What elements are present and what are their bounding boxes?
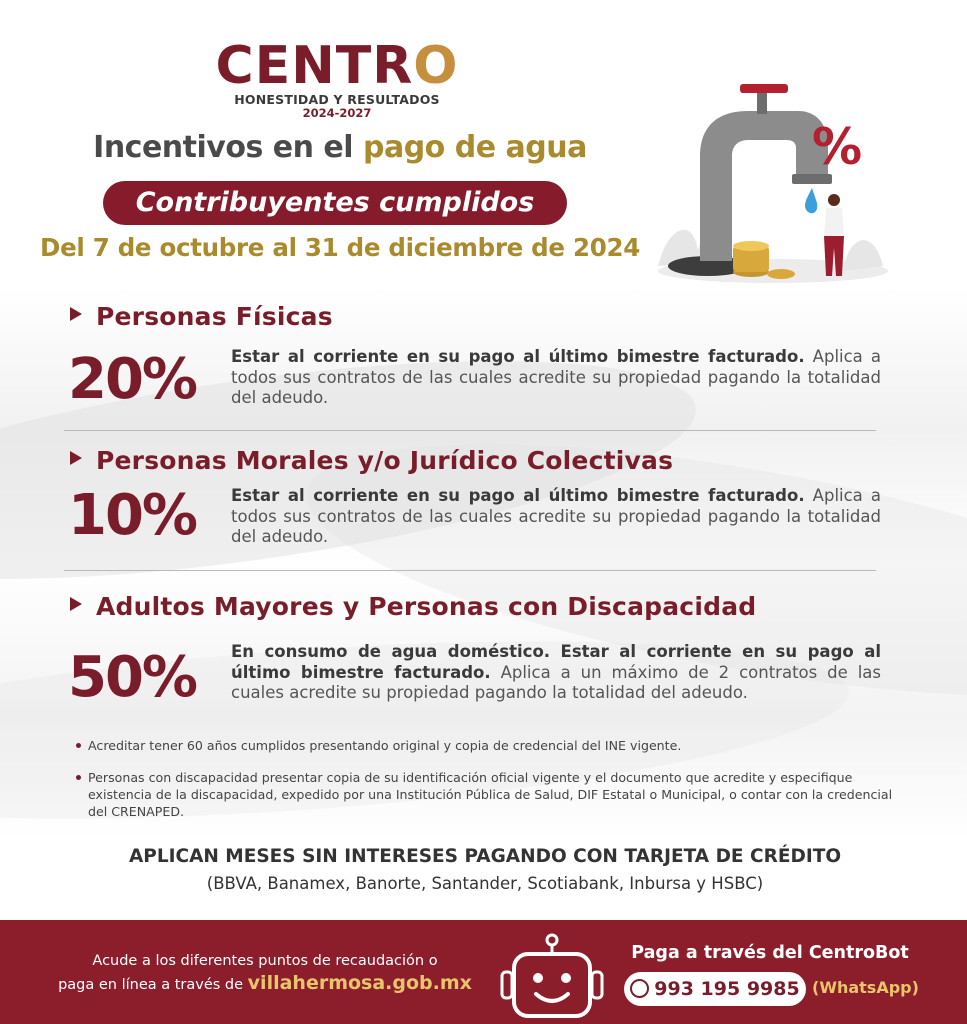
centrobot-title: Paga a través del CentroBot bbox=[631, 943, 909, 963]
note-item bbox=[76, 769, 896, 820]
section-description bbox=[231, 642, 881, 704]
robot-icon bbox=[498, 932, 606, 1024]
section-description bbox=[231, 486, 881, 548]
discount-percent: 50% bbox=[68, 645, 197, 710]
footer-line-2 bbox=[40, 972, 490, 996]
description-bold: Estar al corriente en su pago al último bimestre facturado. bbox=[231, 347, 805, 366]
footer-info bbox=[40, 950, 490, 996]
phone-text: 993 195 9985 bbox=[654, 978, 800, 1000]
section-description bbox=[231, 347, 881, 409]
percent-symbol: % bbox=[812, 118, 863, 176]
msi-title: APLICAN MESES SIN INTERESES PAGANDO CON TARJETA DE CRÉDITO bbox=[128, 846, 842, 867]
subtitle-pill: Contribuyentes cumplidos bbox=[103, 181, 567, 225]
footer-line-2-prefix: paga en línea a través de bbox=[58, 977, 248, 993]
faucet-percent-coins-icon bbox=[648, 76, 898, 286]
date-range: Del 7 de octubre al 31 de diciembre de 2024 bbox=[40, 233, 640, 262]
description-bold: En consumo de agua doméstico. Estar al corriente en su pago al último bimestre facturado. bbox=[231, 642, 881, 682]
triangle-bullet-icon bbox=[70, 597, 82, 611]
title-part-2: pago de agua bbox=[362, 130, 587, 165]
bank-list: (BBVA, Banamex, Banorte, Santander, Scotiabank, Inbursa y HSBC) bbox=[206, 874, 764, 893]
page-title bbox=[60, 130, 620, 165]
section-title-adultos-mayores bbox=[70, 592, 756, 621]
centro-logo bbox=[212, 36, 462, 124]
section-title-personas-fisicas bbox=[70, 302, 333, 331]
logo-wordmark: CENTRO bbox=[215, 36, 459, 96]
triangle-bullet-icon bbox=[70, 307, 82, 321]
note-text: Acreditar tener 60 años cumplidos presentando original y copia de credencial del INE vigente. bbox=[88, 738, 682, 753]
discount-percent: 20% bbox=[68, 347, 197, 412]
divider bbox=[64, 570, 876, 571]
title-part-1: Incentivos en el bbox=[93, 130, 363, 165]
note-text: Personas con discapacidad presentar copia de su identificación oficial vigente y el documento que acredite y especifique existencia de la discapacidad, expedido por una Institución Pública de Salud, DIF Estatal o Municipal, o contar con la credencial del CRENAPED. bbox=[88, 770, 893, 819]
website-link[interactable]: villahermosa.gob.mx bbox=[247, 972, 472, 994]
description-rest: Aplica a todos sus contratos de las cuales acredite su propiedad pagando la totalidad del adeudo. bbox=[231, 347, 882, 407]
section-title-text: Personas Morales y/o Jurídico Colectivas bbox=[96, 446, 674, 475]
section-title-text: Adultos Mayores y Personas con Discapacidad bbox=[96, 592, 757, 621]
logo-years: 2024-2027 bbox=[302, 106, 372, 120]
description-rest: Aplica a un máximo de 2 contratos de las cuales acredite su propiedad pagando la totalidad del adeudo. bbox=[231, 662, 882, 702]
footer-line-1: Acude a los diferentes puntos de recaudación o bbox=[92, 953, 438, 969]
bullet-dot-icon bbox=[76, 775, 81, 780]
phone-number[interactable] bbox=[624, 972, 806, 1006]
description-rest: Aplica a todos sus contratos de las cuales acredite su propiedad pagando la totalidad del adeudo. bbox=[231, 486, 882, 546]
whatsapp-label: (WhatsApp) bbox=[812, 978, 919, 997]
logo-letter-o: O bbox=[413, 36, 459, 96]
section-title-text: Personas Físicas bbox=[96, 302, 333, 331]
whatsapp-icon bbox=[630, 979, 649, 998]
description-bold: Estar al corriente en su pago al último bimestre facturado. bbox=[231, 486, 805, 505]
logo-tagline: HONESTIDAD Y RESULTADOS bbox=[234, 92, 440, 107]
bullet-dot-icon bbox=[76, 743, 81, 748]
discount-percent: 10% bbox=[68, 483, 197, 548]
section-title-personas-morales bbox=[70, 446, 673, 475]
triangle-bullet-icon bbox=[70, 451, 82, 465]
note-item bbox=[76, 737, 896, 754]
divider bbox=[64, 430, 876, 431]
